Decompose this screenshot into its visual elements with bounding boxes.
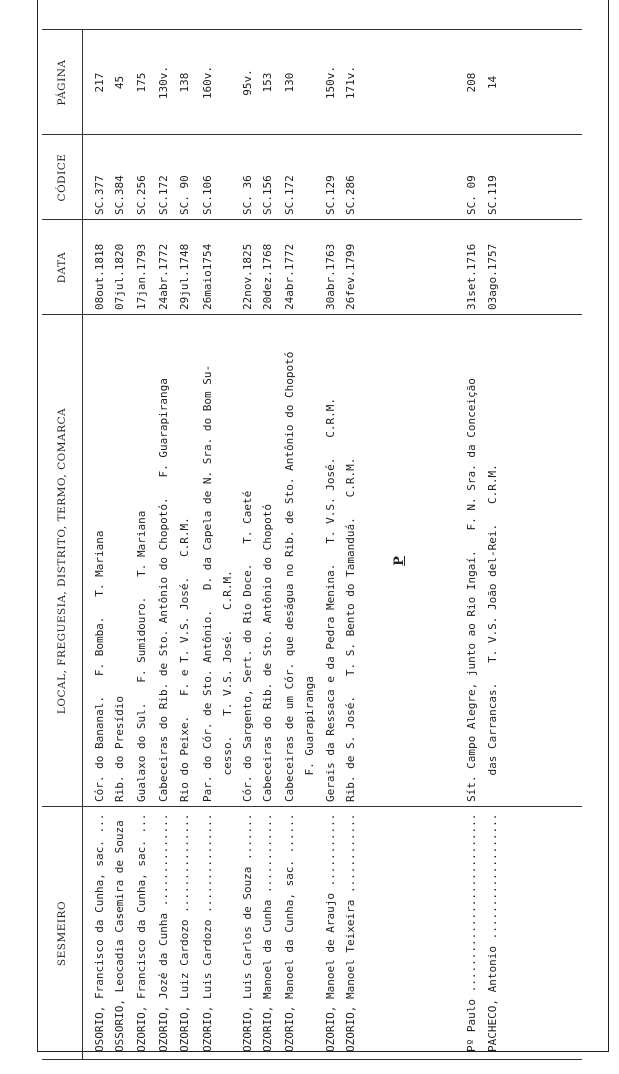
row-codice: SC.172 <box>283 175 296 215</box>
row-local: Cór. do Sargento, Sert. do Rio Doce. T. Caeté <box>241 490 254 802</box>
row-codice: SC.156 <box>261 175 274 215</box>
row-pagina: 160v. <box>201 65 214 100</box>
row-codice: SC. 90 <box>178 175 191 215</box>
row-data: 20dez.1768 <box>261 243 274 310</box>
col-line <box>42 29 582 30</box>
row-codice: SC. 09 <box>465 175 478 215</box>
row-codice: SC.119 <box>486 175 499 215</box>
row-local: Gualaxo do Sul. F. Sumidouro. T. Mariana <box>135 510 148 802</box>
row-sesmeiro: OZORIO, Manoel de Araujo ........... <box>324 813 337 1052</box>
row-data: 30abr.1763 <box>324 243 337 310</box>
row-sesmeiro: OZORIO, Francisco da Cunha, sac. ... <box>135 813 148 1052</box>
row-pagina: 208 <box>465 72 478 93</box>
row-pagina: 130v. <box>157 65 170 100</box>
row-sesmeiro: OZORIO, Jozé da Cunha .............. <box>157 813 170 1052</box>
row-sesmeiro: OZORIO, Luiz Cardozo ............... <box>178 813 191 1052</box>
row-pagina: 138 <box>178 72 191 93</box>
row-data: 08out.1818 <box>93 243 106 310</box>
section-letter: P <box>392 556 407 566</box>
row-pagina: 153 <box>261 72 274 93</box>
row-sesmeiro: Pº Paulo ........................... <box>465 813 478 1052</box>
row-data: 22nov.1825 <box>241 243 254 310</box>
row-local: Cabeceiras do Rib. de Sto. Antônio do Chopotó <box>261 503 274 802</box>
row-local: Rio do Peixe. F. e T. V.S. José. C.R.M. <box>178 517 191 802</box>
row-sesmeiro: OSORIO, Francisco da Cunha, sac. ... <box>93 813 106 1052</box>
row-pagina: 150v. <box>324 65 337 100</box>
row-sesmeiro: OZORIO, Manoel da Cunha ............ <box>261 813 274 1052</box>
row-data: 24abr.1772 <box>157 243 170 310</box>
header-sesmeiro: SESMEIRO <box>56 900 68 967</box>
row-data: 24abr.1772 <box>283 243 296 310</box>
row-local: Rib. de S. José. T. S. Bento do Tamanduá. C.R.M. <box>344 457 357 802</box>
col-line <box>42 314 582 315</box>
row-pagina: 14 <box>486 75 499 90</box>
row-local: Par. do Cór. de Sto. Antônio. D. da Capela de N. Sra. do Bom Su- cesso. T. V.S. José. C.R.M. <box>201 364 234 802</box>
header-rule <box>82 30 83 1060</box>
row-local: Cór. do Bananal. F. Bomba. T. Mariana <box>93 530 106 802</box>
row-sesmeiro: OZORIO, Luis Carlos de Souza ....... <box>241 813 254 1052</box>
row-local: das Carrancas. T. V.S. João del-Rei. C.R.M. <box>486 464 499 802</box>
row-data: 26maio1754 <box>201 243 214 310</box>
row-codice: SC.172 <box>157 175 170 215</box>
header-pagina: PÁGINA <box>56 59 68 106</box>
row-pagina: 95v. <box>241 69 254 96</box>
header-data: DATA <box>56 251 68 284</box>
row-sesmeiro: OZORIO, Luis Cardozo ............... <box>201 813 214 1052</box>
header-codice: CÓDICE <box>56 153 68 202</box>
row-data: 17jan.1793 <box>135 243 148 310</box>
row-sesmeiro: OZORIO, Manoel Teixeira ............ <box>344 813 357 1052</box>
sesmarias-table <box>42 30 582 1060</box>
row-pagina: 217 <box>93 72 106 93</box>
col-line <box>42 1059 582 1060</box>
header-local: LOCAL, FREGUESIA, DISTRITO, TERMO, COMARCA <box>56 407 68 715</box>
row-local: Sít. Campo Alegre, junto ao Rio Ingaí. F. N. Sra. da Conceição <box>465 378 478 802</box>
row-data: 31set.1716 <box>465 243 478 310</box>
col-line <box>42 806 582 807</box>
row-codice: SC. 36 <box>241 175 254 215</box>
row-data: 07jul.1820 <box>113 243 126 310</box>
row-sesmeiro: OZORIO, Manoel da Cunha, sac. ...... <box>283 813 296 1052</box>
row-pagina: 130 <box>283 72 296 93</box>
row-codice: SC.256 <box>135 175 148 215</box>
row-codice: SC.286 <box>344 175 357 215</box>
row-sesmeiro: OSSORIO, Leocadia Casemira de Souza <box>113 820 126 1052</box>
row-local: Cabeceiras do Rib. de Sto. Antônio do Chopotó. F. Guarapiranga <box>157 378 170 802</box>
row-codice: SC.384 <box>113 175 126 215</box>
row-data: 29jul.1748 <box>178 243 191 310</box>
row-codice: SC.106 <box>201 175 214 215</box>
row-local: Gerais da Ressaca e da Pedra Menina. T. V.S. José. C.R.M. <box>324 398 337 802</box>
row-pagina: 171v. <box>344 65 357 100</box>
row-codice: SC.377 <box>93 175 106 215</box>
row-pagina: 175 <box>135 72 148 93</box>
row-sesmeiro: PACHECO, Antonio ................... <box>486 813 499 1052</box>
row-data: 03ago.1757 <box>486 243 499 310</box>
row-codice: SC.129 <box>324 175 337 215</box>
row-data: 26fev.1799 <box>344 243 357 310</box>
row-local: Cabeceiras de um Cór. que deságua no Rib. de Sto. Antônio do Chopotó F. Guarapiranga <box>283 351 316 802</box>
row-local: Rib. do Presídio <box>113 696 126 802</box>
row-pagina: 45 <box>113 75 126 90</box>
